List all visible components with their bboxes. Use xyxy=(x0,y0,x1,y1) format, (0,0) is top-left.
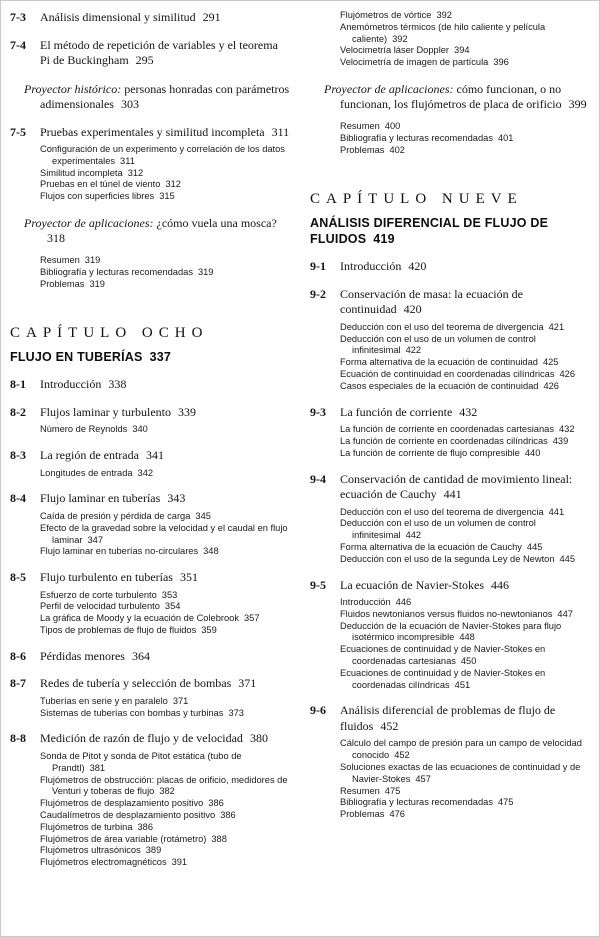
toc-subsection-entry xyxy=(310,644,590,668)
toc-subsection-entry xyxy=(310,448,590,460)
feature-lead: Proyector de aplicaciones: xyxy=(24,215,154,230)
page-number: 420 xyxy=(403,302,422,317)
subsection-label: Pruebas en el túnel de viento xyxy=(40,179,161,190)
toc-subsection-entry xyxy=(310,738,590,762)
page-number: 432 xyxy=(459,404,478,419)
toc-subsection-entry xyxy=(10,546,290,558)
toc-subsection-entry xyxy=(10,601,290,613)
page-number: 345 xyxy=(195,510,211,521)
subsection-label: Problemas xyxy=(340,144,385,155)
section-title xyxy=(40,491,290,507)
toc-subsection-entry xyxy=(310,369,590,381)
page-number: 451 xyxy=(454,679,471,690)
section-title-text: La región de entrada xyxy=(40,448,139,463)
section-number: 8-1 xyxy=(10,377,26,392)
page-number: 394 xyxy=(454,45,470,56)
chapter-title xyxy=(310,215,590,247)
subsection-label: Caudalímetros de desplazamiento positivo xyxy=(40,809,216,820)
toc-subsection-entry xyxy=(10,144,290,168)
chapter-heading xyxy=(310,190,590,247)
page-number: 338 xyxy=(108,377,127,392)
subsection-label: Flujo laminar en tuberías no-circulares xyxy=(40,546,199,557)
toc-subsection-entry xyxy=(310,507,590,519)
toc-subsection-entry xyxy=(10,834,290,846)
page-number: 447 xyxy=(557,608,573,619)
toc-subsection-entry xyxy=(310,786,590,798)
toc-subsection-entry xyxy=(10,267,290,279)
subsection-group xyxy=(10,424,290,436)
page-number: 341 xyxy=(145,448,164,463)
toc-subsection-entry xyxy=(310,554,590,566)
chapter-title xyxy=(10,349,290,365)
section-title xyxy=(40,125,290,141)
page-number: 386 xyxy=(208,798,224,809)
subsection-label: Casos especiales de la ecuación de continuidad xyxy=(340,380,539,391)
subsection-label: Deducción con el uso de un volumen de control infinitesimal xyxy=(340,518,536,541)
subsection-label: Soluciones exactas de las ecuaciones de continuidad y de Navier-Stokes xyxy=(340,762,581,784)
page-number: 388 xyxy=(211,833,227,844)
subsection-label: Sistemas de tuberías con bombas y turbinas xyxy=(40,707,224,718)
subsection-label: Resumen xyxy=(340,785,380,796)
page-number: 475 xyxy=(497,797,514,808)
page-number: 396 xyxy=(493,57,509,68)
chapter-heading xyxy=(10,324,290,365)
toc-section-entry xyxy=(10,649,290,665)
page-number: 446 xyxy=(395,597,412,608)
toc-section-entry xyxy=(10,125,290,141)
section-number: 8-7 xyxy=(10,676,26,691)
page-number: 347 xyxy=(87,534,103,545)
subsection-label: Deducción con el uso de la segunda Ley de Newton xyxy=(340,553,555,564)
section-number: 8-4 xyxy=(10,491,26,506)
toc-subsection-entry xyxy=(10,751,290,775)
section-title xyxy=(40,10,290,26)
page-number: 445 xyxy=(559,553,576,564)
toc-subsection-entry xyxy=(310,809,590,821)
toc-section-entry xyxy=(10,38,290,69)
toc-subsection-entry xyxy=(310,322,590,334)
subsection-group xyxy=(10,511,290,558)
feature-lead: Proyector de aplicaciones: xyxy=(324,81,454,96)
subsection-label: Efecto de la gravedad sobre la velocidad y el caudal en flujo laminar xyxy=(40,522,288,545)
toc-subsection-entry xyxy=(10,810,290,822)
section-number: 8-2 xyxy=(10,404,26,419)
toc-subsection-entry xyxy=(310,797,590,809)
section-title xyxy=(40,38,290,69)
subsection-group xyxy=(310,121,590,156)
toc-subsection-entry xyxy=(310,621,590,645)
subsection-label: Fluidos newtonianos versus fluidos no-newtonianos xyxy=(340,608,553,619)
section-title xyxy=(40,405,290,421)
page-number: 311 xyxy=(120,155,135,166)
feature-lead: Proyector histórico: xyxy=(24,81,122,96)
section-number: 9-1 xyxy=(310,259,326,274)
page-number: 426 xyxy=(543,380,559,391)
page-number: 419 xyxy=(373,232,395,247)
section-number: 7-5 xyxy=(10,124,26,139)
page-number: 441 xyxy=(548,506,565,517)
toc-column-right xyxy=(310,10,590,928)
subsection-label: Bibliografía y lecturas recomendadas xyxy=(40,266,193,277)
toc-subsection-entry xyxy=(10,255,290,267)
toc-subsection-entry xyxy=(10,845,290,857)
page-number: 315 xyxy=(159,191,175,202)
toc-section-entry xyxy=(10,405,290,421)
page-number: 381 xyxy=(89,762,106,773)
section-title xyxy=(340,259,590,275)
subsection-label: La función de corriente en coordenadas cilíndricas xyxy=(340,435,548,446)
subsection-label: Velocimetría de imagen de partícula xyxy=(340,57,489,68)
toc-subsection-entry xyxy=(310,518,590,542)
section-title-text: La función de corriente xyxy=(340,404,453,419)
toc-subsection-entry xyxy=(310,668,590,692)
toc-subsection-entry xyxy=(10,468,290,480)
subsection-group xyxy=(310,738,590,821)
toc-subsection-entry xyxy=(10,279,290,291)
page-number: 348 xyxy=(203,546,219,557)
toc-section-entry xyxy=(310,472,590,503)
page-number: 452 xyxy=(380,718,399,733)
subsection-label: Perfil de velocidad turbulento xyxy=(40,601,160,612)
toc-section-entry xyxy=(310,703,590,734)
toc-subsection-entry xyxy=(310,10,590,22)
section-number: 9-4 xyxy=(310,471,326,486)
page-number: 295 xyxy=(135,53,154,67)
subsection-label: Longitudes de entrada xyxy=(40,467,133,478)
section-number: 8-8 xyxy=(10,731,26,746)
toc-subsection-entry xyxy=(10,191,290,203)
subsection-label: Deducción con el uso del teorema de divergencia xyxy=(340,321,544,332)
toc-section-entry xyxy=(310,578,590,594)
subsection-label: Tipos de problemas de flujo de fluidos xyxy=(40,625,197,636)
page-number: 476 xyxy=(389,809,405,820)
subsection-label: Anemómetros térmicos (de hilo caliente y película caliente) xyxy=(340,21,546,44)
section-title xyxy=(340,287,590,318)
chapter-title-text: FLUJO EN TUBERÍAS xyxy=(10,350,143,365)
toc-subsection-entry xyxy=(10,523,290,547)
subsection-label: Número de Reynolds xyxy=(40,424,128,435)
subsection-label: Deducción con el uso de un volumen de control infinitesimal xyxy=(340,333,536,356)
toc-section-entry xyxy=(10,491,290,507)
subsection-label: Problemas xyxy=(340,809,385,820)
chapter-kicker: CAPÍTULO NUEVE xyxy=(310,191,523,208)
toc-subsection-entry xyxy=(10,775,290,799)
section-title-text: Flujos laminar y turbulento xyxy=(40,404,171,419)
section-number: 9-5 xyxy=(310,577,326,592)
section-title-text: Pruebas experimentales y similitud incompleta xyxy=(40,124,265,139)
feature-text: cómo funcionan, o no funcionan, los flujómetros de placa de orificio xyxy=(340,81,562,112)
toc-subsection-entry xyxy=(10,424,290,436)
subsection-label: Forma alternativa de la ecuación de continuidad xyxy=(340,357,538,368)
toc-subsection-entry xyxy=(310,424,590,436)
page-number: 373 xyxy=(228,707,244,718)
toc-subsection-entry xyxy=(10,696,290,708)
subsection-label: Flujómetros electromagnéticos xyxy=(40,857,167,868)
subsection-label: Bibliografía y lecturas recomendadas xyxy=(340,797,493,808)
toc-section-entry xyxy=(310,259,590,275)
page-number: 380 xyxy=(249,731,268,746)
toc-subsection-entry xyxy=(310,121,590,133)
page-number: 392 xyxy=(392,33,408,44)
toc-subsection-entry xyxy=(10,613,290,625)
subsection-label: Flujos con superficies libres xyxy=(40,191,155,202)
subsection-label: La función de corriente en coordenadas cartesianas xyxy=(340,424,554,435)
page-number: 475 xyxy=(384,785,401,796)
section-number: 9-2 xyxy=(310,286,326,301)
page-number: 371 xyxy=(238,676,257,691)
subsection-group xyxy=(310,597,590,691)
section-title xyxy=(340,703,590,734)
page-number: 319 xyxy=(89,278,105,289)
toc-section-entry xyxy=(10,448,290,464)
subsection-label: Velocimetría láser Doppler xyxy=(340,45,450,56)
section-title xyxy=(40,377,290,393)
section-title-text: Flujo turbulento en tuberías xyxy=(40,570,173,585)
toc-subsection-entry xyxy=(310,609,590,621)
subsection-label: Resumen xyxy=(40,254,80,265)
page-number: 401 xyxy=(497,132,514,143)
page-number: 446 xyxy=(491,577,510,592)
page-number: 364 xyxy=(131,648,150,663)
page-number: 432 xyxy=(558,424,575,435)
page-number: 457 xyxy=(415,773,431,784)
page-number: 342 xyxy=(137,467,154,478)
subsection-label: Similitud incompleta xyxy=(40,167,123,178)
page-number: 291 xyxy=(202,10,221,24)
page-number: 319 xyxy=(84,254,101,265)
chapter-title-text: ANÁLISIS DIFERENCIAL DE FLUJO DE FLUIDOS xyxy=(310,216,549,247)
page-number: 386 xyxy=(220,809,236,820)
section-number: 7-3 xyxy=(10,10,26,24)
toc-subsection-entry xyxy=(310,357,590,369)
subsection-label: Flujómetros de turbina xyxy=(40,821,133,832)
toc-section-entry xyxy=(10,570,290,586)
section-title-text: Análisis diferencial de problemas de flujo de fluidos xyxy=(340,703,556,733)
section-title xyxy=(40,676,290,692)
toc-section-entry xyxy=(310,287,590,318)
page-number: 318 xyxy=(47,231,65,246)
subsection-label: Ecuaciones de continuidad y de Navier-Stokes en coordenadas cilíndricas xyxy=(340,667,546,690)
page-number: 312 xyxy=(165,179,181,190)
subsection-group xyxy=(10,144,290,203)
toc-subsection-entry xyxy=(10,822,290,834)
toc-subsection-entry xyxy=(10,168,290,180)
section-title-text: Conservación de masa: la ecuación de continuidad xyxy=(340,286,523,317)
page-number: 351 xyxy=(179,570,198,585)
toc-subsection-entry xyxy=(10,511,290,523)
toc-column-left xyxy=(10,10,290,928)
subsection-label: Ecuación de continuidad en coordenadas cilíndricas xyxy=(340,369,555,380)
subsection-label: Flujómetros de vórtice xyxy=(340,10,432,20)
page-number: 353 xyxy=(161,589,178,600)
page-number: 389 xyxy=(145,845,162,856)
page-number: 382 xyxy=(159,786,175,797)
toc-subsection-entry xyxy=(310,436,590,448)
section-title xyxy=(40,570,290,586)
toc-subsection-entry xyxy=(310,57,590,69)
toc-subsection-entry xyxy=(310,145,590,157)
section-title xyxy=(340,472,590,503)
subsection-label: Problemas xyxy=(40,278,85,289)
section-title-text: Redes de tubería y selección de bombas xyxy=(40,676,232,691)
page-number: 422 xyxy=(405,345,422,356)
page-number: 450 xyxy=(460,656,477,667)
page-number: 343 xyxy=(167,491,186,506)
section-number: 7-4 xyxy=(10,37,26,52)
feature-text: personas honradas con parámetros adimensionales xyxy=(40,81,290,111)
page-number: 440 xyxy=(524,447,541,458)
toc-subsection-entry xyxy=(310,133,590,145)
page-number: 421 xyxy=(548,321,565,332)
toc-section-entry xyxy=(10,676,290,692)
section-title-text: Conservación de cantidad de movimiento lineal: ecuación de Cauchy xyxy=(340,471,573,502)
page-number: 357 xyxy=(243,613,260,624)
page-number: 452 xyxy=(394,750,410,761)
section-title-text: La ecuación de Navier-Stokes xyxy=(340,577,485,592)
toc-section-entry xyxy=(10,731,290,747)
page-number: 312 xyxy=(127,167,144,178)
subsection-label: Bibliografía y lecturas recomendadas xyxy=(340,132,493,143)
toc-subsection-entry xyxy=(10,708,290,720)
toc-section-entry xyxy=(10,377,290,393)
page-number: 391 xyxy=(171,857,188,868)
page-number: 425 xyxy=(542,357,559,368)
chapter-kicker: CAPÍTULO OCHO xyxy=(10,325,209,342)
subsection-label: Deducción con el uso del teorema de divergencia xyxy=(340,506,544,517)
subsection-label: Flujómetros ultrasónicos xyxy=(40,845,141,856)
toc-section-entry xyxy=(10,10,290,26)
subsection-label: Configuración de un experimento y correlación de los datos experimentales xyxy=(40,144,285,166)
toc-subsection-entry xyxy=(10,625,290,637)
toc-subsection-entry xyxy=(310,334,590,358)
section-title xyxy=(40,649,290,665)
section-title-text: Pérdidas menores xyxy=(40,648,125,663)
subsection-label: Esfuerzo de corte turbulento xyxy=(40,589,157,600)
page-number: 420 xyxy=(408,259,427,274)
toc-subsection-entry xyxy=(10,590,290,602)
toc-subsection-entry xyxy=(10,179,290,191)
subsection-group xyxy=(310,10,590,69)
page-number: 448 xyxy=(459,632,475,643)
subsection-label: Flujómetros de área variable (rotámetro) xyxy=(40,833,207,844)
page-number: 426 xyxy=(559,369,576,380)
subsection-label: Introducción xyxy=(340,597,391,608)
subsection-group xyxy=(10,696,290,720)
subsection-label: Ecuaciones de continuidad y de Navier-Stokes en coordenadas cartesianas xyxy=(340,644,546,667)
section-title-text: Análisis dimensional y similitud xyxy=(40,10,196,24)
section-title-text: Introducción xyxy=(340,259,402,274)
page-number: 392 xyxy=(436,10,452,20)
page-number: 340 xyxy=(132,424,148,435)
section-number: 8-3 xyxy=(10,448,26,463)
subsection-group xyxy=(10,590,290,637)
section-title-text: El método de repetición de variables y el teorema Pi de Buckingham xyxy=(40,37,278,67)
subsection-group xyxy=(10,468,290,480)
toc-subsection-entry xyxy=(310,22,590,46)
toc-feature-entry xyxy=(310,82,590,113)
section-number: 9-6 xyxy=(310,703,326,718)
subsection-label: Sonda de Pitot y sonda de Pitot estática (tubo de Prandtl) xyxy=(40,750,242,773)
subsection-group xyxy=(310,424,590,459)
subsection-label: Tuberías en serie y en paralelo xyxy=(40,695,168,706)
section-title-text: Flujo laminar en tuberías xyxy=(40,491,161,506)
toc-subsection-entry xyxy=(310,597,590,609)
page-number: 399 xyxy=(568,97,587,112)
subsection-label: Resumen xyxy=(340,120,380,131)
page-number: 402 xyxy=(389,144,405,155)
toc-subsection-entry xyxy=(310,762,590,786)
page-number: 439 xyxy=(552,435,569,446)
subsection-label: Flujómetros de desplazamiento positivo xyxy=(40,798,204,809)
page-number: 354 xyxy=(164,601,181,612)
toc-section-entry xyxy=(310,405,590,421)
toc-feature-entry xyxy=(10,82,290,113)
toc-feature-entry xyxy=(10,216,290,247)
page-number: 311 xyxy=(271,124,290,139)
page-number: 339 xyxy=(178,404,196,419)
toc-subsection-entry xyxy=(310,542,590,554)
section-number: 8-6 xyxy=(10,648,26,663)
toc-subsection-entry xyxy=(310,381,590,393)
page-number: 303 xyxy=(120,97,139,111)
page-number: 400 xyxy=(384,120,401,131)
subsection-label: Deducción de la ecuación de Navier-Stokes para flujo isotérmico incompresible xyxy=(340,620,562,643)
toc-subsection-entry xyxy=(10,798,290,810)
subsection-group xyxy=(10,255,290,290)
section-title-text: Medición de razón de flujo y de velocidad xyxy=(40,731,243,746)
section-number: 9-3 xyxy=(310,404,326,419)
subsection-label: Forma alternativa de la ecuación de Cauchy xyxy=(340,541,522,552)
page-number: 337 xyxy=(149,350,172,365)
toc-subsection-entry xyxy=(10,857,290,869)
page-number: 441 xyxy=(443,487,462,502)
section-title xyxy=(40,731,290,747)
section-title xyxy=(340,578,590,594)
toc-subsection-entry xyxy=(310,45,590,57)
page-number: 319 xyxy=(197,266,214,277)
subsection-group xyxy=(310,507,590,566)
subsection-label: Caída de presión y pérdida de carga xyxy=(40,510,191,521)
page-number: 359 xyxy=(201,625,217,636)
page-number: 386 xyxy=(137,821,154,832)
subsection-label: La función de corriente de flujo compresible xyxy=(340,447,520,458)
subsection-label: La gráfica de Moody y la ecuación de Colebrook xyxy=(40,613,239,624)
page-number: 445 xyxy=(526,541,543,552)
feature-text: ¿cómo vuela una mosca? xyxy=(153,215,277,230)
section-title-text: Introducción xyxy=(40,377,102,392)
page-number: 371 xyxy=(172,695,189,706)
page-number: 442 xyxy=(405,530,422,541)
subsection-label: Flujómetros de obstrucción: placas de orificio, medidores de Venturi y toberas de flujo xyxy=(40,774,288,797)
section-title xyxy=(340,405,590,421)
subsection-group xyxy=(10,751,290,869)
subsection-label: Cálculo del campo de presión para un campo de velocidad conocido xyxy=(340,738,582,761)
section-title xyxy=(40,448,290,464)
section-number: 8-5 xyxy=(10,570,26,585)
subsection-group xyxy=(310,322,590,393)
